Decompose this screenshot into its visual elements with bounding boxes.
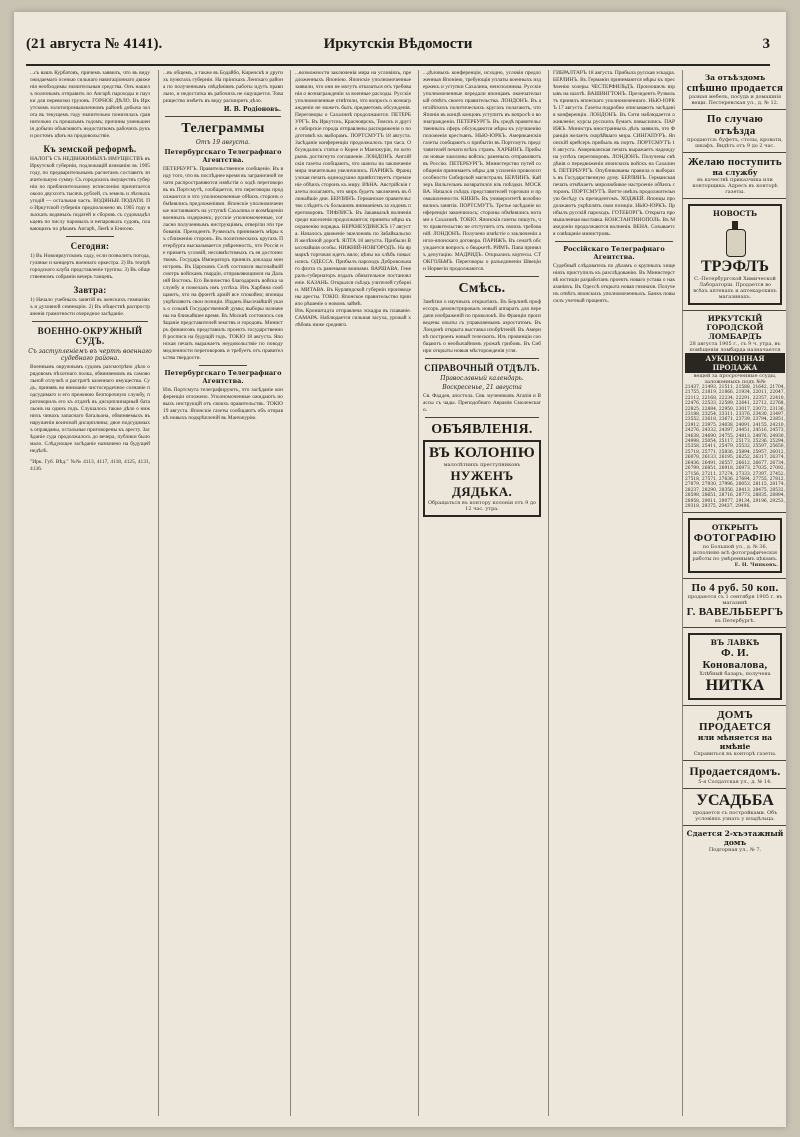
ad-photo-l2: ФОТОГРАФІЮ [693, 532, 777, 545]
ad-leaving-l1: По случаю отъѣзда [706, 113, 764, 137]
ad-house-sale [683, 706, 786, 761]
divider [199, 365, 247, 366]
section-today-text: 1) Въ Новоиркутскомъ саду, если позволитъ погода, гулянье и концертъ военнаго оркестра. 2) Въ театрѣ городского клуба представленіе труппы. 3) Въ общественномъ собраніи вечеръ танцевъ. [30, 253, 150, 280]
section-agency-title: Петербургскаго Телеграфнаго Агентства. [164, 369, 282, 385]
section-telegrams-text: ПЕТЕРБУРГЪ. Правительственное сообщеніе. Въ виду того, что въ послѣднее время въ заграничной печати распространяются извѣстія о ходѣ переговоровъ въ Портсмутѣ, сообщается, что переговоры продолжаются и что уполномоченные обѣихъ сторонъ обмѣнялись предложеніями. Японскіе уполномоченные настаиваютъ на уступкѣ Сахалина и возмѣщеніи военныхъ издержекъ; русскіе уполномоченные, согласно полученнымъ инструкціямъ, отвергли эти требованія. Президентъ Рузвельтъ принимаетъ мѣры къ сближенію сторонъ. Въ политическихъ кругахъ Петербурга высказывается увѣренность, что Россія не приметъ условій, несовмѣстимыхъ съ ея достоинствомъ. Государь Императоръ принялъ доклады министровъ. Въ Царскомъ Селѣ состоялся высочайшій смотръ войскамъ гвардіи, отправляющимся на Дальній Востокъ. Его Величество благодарилъ войска за службу и пожелалъ имъ успѣха. Изъ Харбина сообщаютъ, что на фронтѣ армій все спокойно; японцы укрѣпляютъ свои позиціи. Изданъ Высочайшій указъ о созывѣ Государственной думы; выборы назначены на ближайшее время. Въ Москвѣ состоялось совѣщаніе представителей земствъ и городовъ. Министръ финансовъ представилъ проектъ государственной росписи на будущій годъ. ТОКІО 18 августа. Японская печать выражаетъ неудовольствіе по поводу медленности переговоровъ и требуетъ отъ правительства твердости. [163, 166, 283, 361]
ad-pawnshop-l4: вещей за просроченные ссуды, заложенныхъ подъ №№ [693, 373, 777, 385]
section-military-court-text: Военнымъ окружнымъ судомъ разсмотрѣно дѣло о рядовомъ пѣхотнаго полка, обвиняемомъ въ самовольной отлучкѣ и растратѣ казеннаго имущества. Судъ, принявъ во вниманіе чистосердечное сознаніе подсудимаго и его прежнюю безпорочную службу, приговорилъ его къ отдачѣ въ дисциплинарный батальонъ на одинъ годъ. Слушалось также дѣло о нижнихъ чинахъ запаснаго батальона, обвиняемыхъ въ нарушеніи воинской дисциплины; двое подсудимыхъ оправданы, остальные приговорены къ аресту. Засѣданіе суда продолжалось до вечера, публики было мало. Слѣдующее засѣданіе назначено на будущей недѣлѣ. [30, 364, 150, 454]
section-military-court-subtitle: Съ заступленіемъ въ чертѣ военнаго судебнаго района. [28, 348, 152, 362]
issue-number: (21 августа № 4141). [26, 36, 163, 52]
column-3-text: ...возможности заключенія мира на условіяхъ, предложенныхъ Японіею. Японскіе уполномоченные заявили, что они не могутъ отказаться отъ требованія о вознагражденіи за военные расходы. Русскіе уполномоченные отвѣтили, что вопросъ о вознагражденіи не можетъ быть предметомъ обсужденія. Переговоры о Сахалинѣ продолжаются. ПЕТЕРБУРГЪ. Въ Иркутскъ, Красноярскъ, Томскъ и другіе сибирскіе города отправлены распоряженія о подготовкѣ къ выборамъ. ПОРТСМУТЪ 18 августа. Засѣданіе конференціи продолжалось три часа. Обсуждались статьи о Корее и Манчжуріи, по которымъ достигнуто соглашеніе. ЛОНДОНЪ. Англійскія газеты сообщаютъ, что шансы на заключеніе мира значительно увеличились. ПАРИЖЪ. Французская печать единодушно привѣтствуетъ стремленіе обѣихъ сторонъ къ миру. ВѢНА. Австрійскія газеты полагаютъ, что миръ будетъ заключенъ въ ближайшіе дни. БЕРЛИНЪ. Германское правительство слѣдитъ съ большимъ вниманіемъ за ходомъ переговоровъ. ТИФЛИСЪ. Въ Закавказьѣ волненія среди населенія продолжаются; приняты мѣры къ охраненію порядка. ВЕРХНЕУДИНСКЪ 17 августа. Началось движеніе эшелоновъ по Забайкальской желѣзной дорогѣ. ЯЛТА 18 августа. Прибыли Высочайшія особы. НИЖНІЙ-НОВГОРОДЪ. На ярмаркѣ торговля идетъ вяло; цѣны на хлѣбъ повысились. ОДЕССА. Прибылъ пароходъ Добровольнаго флота съ ранеными воинами. ВАРШАВА. Генералъ-губернаторъ издалъ обязательное постановленіе. КАЗАНЬ. Открылся съѣздъ учителей губерніи. МИТАВА. Въ Курляндской губерніи произведены аресты. ТОКІО. Японское правительство приняло рѣшеніе о новомъ займѣ. [295, 70, 411, 307]
column-2-lead-text: ...въ общемъ, а также въ Бодайбо, Киренскѣ и другихъ пунктахъ губерніи. На пріискахъ Ленскаго района по полученнымъ свѣдѣніямъ работы идутъ правильно, и недостатка въ рабочихъ не ощущается. Товарищество имѣетъ въ виду расширить дѣло. [163, 70, 283, 104]
ad-job-wanted [683, 153, 786, 199]
ads-column [682, 70, 786, 1116]
ad-vavelberg-l2: Г. ВАВЕЛЬБЕРГЪ [686, 606, 784, 619]
section-announcements-title: ОБЪЯВЛЕНІЯ. [431, 422, 533, 437]
ad-colony-text: Обращаться въ контору колоніи отъ 9 до 12 час. утра. [427, 500, 537, 512]
divider [32, 321, 148, 322]
bottle-icon [724, 221, 746, 255]
page-header [26, 30, 770, 66]
ad-pawnshop-numbers: 21437, 21493, 21511, 21588, 21642, 21704, 21755, 21819, 21866, 21934, 22011, 22047, 22112, 22168, 22234, 22291, 22357, 22410, 22476, 22533, 22589, 22641, 22712, 22768, 22825, 22884, 22950, 23017, 23072, 23136, 23188, 23254, 23311, 23376, 23430, 23497, 23552, 23618, 23671, 23739, 23794, 23851, 23912, 23975, 24038, 24091, 24155, 24210, 24276, 24332, 24397, 24451, 24516, 24573, 24638, 24690, 24755, 24813, 24876, 24930, 24998, 25054, 25117, 25173, 25236, 25294, 25358, 25411, 25479, 25532, 25597, 25650, 25718, 25771, 25836, 25894, 25957, 26012, 26078, 26133, 26195, 26252, 26317, 26374, 26436, 26491, 26557, 26612, 26677, 26734, 26799, 26851, 26918, 26973, 27035, 27092, 27156, 27211, 27274, 27333, 27397, 27452, 27518, 27571, 27636, 27694, 27755, 27812, 27879, 27930, 27996, 28053, 28115, 28174, 28237, 28290, 28356, 28413, 28475, 28532, 28598, 28651, 28716, 28773, 28835, 28894, 28958, 29011, 29077, 29134, 29196, 29253, 29318, 29375, 29437, 29496. [685, 385, 785, 509]
section-misc-title: Смѣсь. [458, 281, 506, 296]
ad-departure-sale-l2: спѣшно продается [686, 82, 784, 94]
divider [66, 236, 114, 237]
column-3 [290, 70, 415, 1116]
ad-colony-need: НУЖЕНЪ ДЯДЬКА. [450, 468, 514, 499]
ad-photo-l3: по Большой ул., д. № 36, исполняю всѣ фотографическія работы по умѣреннымъ цѣнамъ. [692, 544, 778, 563]
section-telegrams-agency: Петербургскаго Телеграфнаго Агентства. [164, 148, 282, 164]
section-calendar-text: Св. Фаддея, апостола. Свв. мучениковъ Агапія и Вассы съ чады. Преподобнаго Аврамія Смоленскаго. [423, 393, 541, 413]
ad-departure-sale-l1: За отъѣздомъ [704, 73, 766, 82]
ad-departure-sale-l3: разная мебель, посуда и домашнія вещи. Пестеревская ул., д. № 12. [688, 94, 782, 106]
ad-photo-box [688, 518, 782, 573]
section-military-court-title: ВОЕННО-ОКРУЖНЫЙ СУДЪ. [37, 326, 143, 346]
footer-note: "Ирк. Губ. Вѣд." №№ 4113, 4117, 4118, 4125, 4131, 4136. [30, 459, 150, 472]
ad-house-l1: Продаетсядомъ. [689, 764, 781, 779]
ad-job-wanted-l1: Желаю поступить [688, 156, 782, 168]
ad-pawnshop-l3: 28 августа 1905 г., съ 9 ч. утра, въ помѣщеніи ломбарда назначается [689, 341, 781, 353]
ad-house-sale-l3: Справиться въ конторѣ газеты. [693, 751, 777, 758]
ad-pawnshop [683, 311, 786, 513]
section-tomorrow-text: 1) Начало учебныхъ занятій въ женскихъ гимназіяхъ и духовной семинаріи. 2) Въ обществѣ распространенія грамотности очередное засѣданіе. [30, 297, 150, 317]
ad-konovalov [683, 628, 786, 706]
ad-job-wanted-l3: въ качествѣ приказчика или конторщика. Адресъ въ конторѣ газеты. [692, 177, 778, 195]
ad-trefl-brand: ТРЭФЛЪ [700, 258, 770, 275]
ad-photo [683, 513, 786, 579]
section-tomorrow-title: Завтра: [73, 285, 107, 295]
ad-konovalov-l2: Ф. И. Коновалова, [702, 647, 768, 672]
ad-konovalov-box [688, 633, 782, 700]
article-signature: И. В. Родіоновъ. [223, 106, 281, 113]
divider [555, 241, 673, 242]
newspaper-title: Иркутскія Вѣдомости [323, 36, 473, 52]
ad-colony-subline: малолѣтнихъ преступниковъ [443, 462, 521, 468]
ad-colony [423, 440, 541, 517]
ad-house [683, 761, 786, 789]
section-misc-text: Замѣтки о научныхъ открытіяхъ. Въ Берлинѣ профессоръ демонстрировалъ новый аппаратъ для передачи изображеній по проволокѣ. Во Франціи произведены опыты съ управляемымъ аэростатомъ. Въ Лондонѣ открыта выставка изобрѣтеній. Въ Америкѣ построенъ новый телескопъ. Изъ провинціи сообщаютъ о необычайномъ урожаѣ грибовъ. Въ Сибири открыты новыя мѣсторожденія угля. [423, 299, 541, 354]
column-5-text: ГИБРАЛТАРЪ 18 августа. Прибыла русская эскадра. БЕРЛИНЪ. Въ Германіи принимаются мѣры къ пресѣченію холеры. ЧЕСТЕРФИЛЬДЪ. Произошелъ взрывъ на шахтѣ. ВАШИНГТОНЪ. Президентъ Рузвельтъ принялъ японскаго уполномоченнаго. НЬЮ-ІОРКЪ 17 августа. Газеты подробно описываютъ засѣданія конференціи. ЛОНДОНЪ. Въ Сити наблюдается оживленіе; курсы русскихъ бумагъ повысились. ПАРИЖЪ. Министръ иностранныхъ дѣлъ заявилъ, что Франція желаетъ скорѣйшаго мира. СИНГАПУРЪ. Японскій крейсеръ прибылъ въ портъ. ПОРТСМУТЪ 18 августа. Американская печать выражаетъ надежду на успѣхъ переговоровъ. ЛОНДОНЪ. Получены свѣдѣнія о передвиженіи японскихъ войскъ на Сахалинѣ. ПЕТЕРБУРГЪ. Опубликованы правила о выборахъ въ Государственную думу. БЕРЛИНЪ. Германская печать отмѣчаетъ миролюбивое настроеніе обѣихъ сторонъ. ПОРТСМУТЪ. Витте имѣлъ продолжительную бесѣду съ президентомъ. ХОДЖЕЙ. Японцы продолжаютъ укрѣплять свои позиціи. НЬЮ-ІОРКЪ. Прибылъ русскій пароходъ. ГОТЕБОРГЪ. Открыта промышленная выставка. КОНСТАНТИНОПОЛЬ. Въ Македоніи продолжаются волненія. ВЕНА. Созывается совѣщаніе министровъ. [553, 70, 675, 237]
ad-vavelberg-l3: продаются съ 1 сентября 1905 г. въ магазинѣ [687, 594, 783, 607]
ad-house-sale-l1: ДОМЪ ПРОДАЕТСЯ [699, 709, 771, 734]
column-4 [418, 70, 545, 1116]
ad-trefl-l1: НОВОСТЬ [712, 209, 758, 218]
section-calendar-title: Православный календарь. [440, 375, 524, 382]
divider [425, 358, 539, 359]
divider [425, 417, 539, 418]
ad-trefl-box [688, 204, 782, 305]
ad-leaving [683, 110, 786, 153]
ad-estate-l1: УСАДЬБА [696, 792, 774, 810]
section-agency-text: Изъ Портсмута телеграфируютъ, что засѣданіе конференціи отложено. Уполномоченные ожидаютъ новыхъ инструкцій отъ своихъ правительствъ. ТОКІО 19 августа. Японскіе газеты сообщаютъ объ отправкѣ новыхъ подкрѣпленій въ Манчжурію. [163, 387, 283, 421]
ad-estate [683, 789, 786, 826]
ad-photo-l1: ОТКРЫТЪ [711, 523, 759, 533]
column-3-text-continued: Изъ Кронштадта отправлена эскадра въ плаваніе. САМАРА. Наблюдается сильная засуха, урожай хлѣбовъ ниже средняго. [295, 308, 411, 328]
ad-vavelberg [683, 579, 786, 628]
ad-colony-headline: ВЪ КОЛОНІЮ [428, 445, 536, 461]
column-1-lead-text: ...съ вашъ Курбатовъ, причемъ заявилъ, что въ виду ожидаемаго осенью сильнаго навигаціоннаго движенія необходимы значительныя средства. Онъ нашелъ полезнымъ отправить по Ангарѣ пароходы и паузки для перевозки грузовъ. ГОРНОЕ ДѢЛО. Въ Иркутскомъ золотопромышленномъ районѣ добыча золота въ текущемъ году значительно понизилась сравнительно съ прошлымъ годомъ; причины уменьшенія добычи объясняютъ недостаткомъ рабочихъ рукъ и ростомъ цѣнъ на продовольствіе. [30, 70, 150, 139]
section-reference-title: СПРАВОЧНЫЙ ОТДѢЛЪ. [424, 363, 540, 373]
columns [26, 70, 786, 1120]
ad-pawnshop-l2: ГОРОДСКОЙ ЛОМБАРДЪ [706, 323, 764, 341]
ad-departure-sale [683, 70, 786, 110]
ad-leaving-l3: продаются: буфетъ, столы, кровати, шкафъ. Видѣть отъ 9 до 2 час. [687, 137, 783, 149]
section-russian-agency-text: Судебный слѣдователь по дѣламъ о крупныхъ хищеніяхъ приступилъ къ разслѣдованію. Въ Министерствѣ юстиціи разработанъ проектъ новаго устава о наказаніяхъ. Въ Одессѣ открыта новая гимназія. Полученъ отвѣтъ японскихъ уполномоченныхъ. Банкъ повысилъ учетный процентъ. [553, 263, 675, 304]
ad-vavelberg-l1: По 4 руб. 50 коп. [691, 582, 779, 595]
section-telegrams-date: Отъ 19 августа. [195, 139, 251, 146]
ad-pawnshop-auction: АУКЦІОННАЯ ПРОДАЖА [685, 353, 785, 373]
ad-rent [683, 826, 786, 856]
ad-house-l3: 5-я Солдатская ул., д. № 14. [698, 779, 772, 786]
divider [165, 116, 281, 117]
section-russian-agency-title: Россійскаго Телеграфнаго Агентства. [563, 245, 665, 261]
page-number: 3 [762, 36, 770, 52]
ad-konovalov-l1: ВЪ ЛАВКѢ [710, 638, 760, 648]
ad-vavelberg-l4: въ Петербургѣ. [714, 618, 756, 625]
ad-pawnshop-l1: ИРКУТСКІЙ [707, 314, 763, 323]
ad-house-sale-l2: или мѣняется на имѣніе [697, 733, 773, 752]
column-5 [548, 70, 679, 1116]
ad-rent-l3: Подгорная ул., № 7. [708, 847, 762, 854]
column-1 [26, 70, 154, 1116]
ad-job-wanted-l2: на службу [712, 168, 758, 177]
ad-photo-sign: Е. Н. Чипковъ. [734, 562, 778, 569]
divider [425, 276, 539, 277]
section-today-title: Сегодня: [70, 241, 110, 251]
ad-trefl [683, 199, 786, 311]
section-telegrams-title: Телеграммы [181, 121, 265, 136]
column-4-text: ...дѣловыхъ конференціи, исходно, условія предложенныя Японіею, требующія уплаты военныхъ издержекъ и уступки Сахалина, неисполнимы. Русскіе уполномоченные передали японцамъ окончательный отвѣтъ своего правительства. ЛОНДОНЪ. Въ англійскихъ политическихъ кругахъ полагаютъ, что Японія въ концѣ концовъ уступитъ въ вопросѣ о вознагражденіи. ПЕТЕРБУРГЪ. Въ средѣ правительственныхъ сферъ обсуждаются мѣры къ улучшенію положенія крестьянъ. НЬЮ-ІОРКЪ. Американскія газеты сообщаютъ о прибытіи въ Портсмутъ представителей печати всѣхъ странъ. ХАРБИНЪ. Прибыли новые эшелоны войскъ; раненыхъ отправляютъ въ Россію. ПЕТЕРБУРГЪ. Министерство путей сообщенія принимаетъ мѣры для усиленія провозоспособности Сибирской магистрали. БЕРЛИНЪ. Кайзеръ Вильгельмъ возвратился изъ поѣздки. МОСКВА. Начался съѣздъ представителей торговли и промышленности. КИЕВЪ. Въ университетѣ возобновились занятія. ПОРТСМУТЪ. Третье засѣданіе конференціи закончилось; стороны обмѣнялись нотами о Сахалинѣ. ТОКІО. Японскія газеты пишутъ, что правительство не отступитъ отъ своихъ требованій. ЛОНДОНЪ. Получено извѣстіе о заключеніи англо-японскаго договора. ПАРИЖЪ. Въ сенатѣ обсуждается вопросъ о бюджетѣ. РИМЪ. Папа принялъ депутацію. МАДРИДЪ. Открылись кортесы. СТОКГОЛЬМЪ. Переговоры о разъединеніи Швеціи и Норвегіи продолжаются. [423, 70, 541, 272]
ad-estate-l3: продается съ постройками. Объ условіяхъ узнать у владѣльца. [692, 810, 778, 823]
ad-konovalov-l4: НИТКА [705, 677, 765, 695]
section-calendar-date: Воскресенье, 21 августа [442, 384, 522, 391]
section-zemstvo-reform-title: Къ земской реформѣ. [43, 144, 137, 154]
ad-konovalov-l3: Хлѣбный базаръ, получена [699, 671, 771, 678]
newspaper-page [14, 12, 786, 1127]
section-zemstvo-reform-text: НАЛОГЪ СЪ НЕДВИЖИМЫХЪ ИМУЩЕСТВЪ въ Иркутской губерніи, подлежащій взиманію въ 1905 году, по предварительнымъ расчетамъ составитъ значительную сумму. Съ городскихъ имуществъ губерніи по приблизительному исчисленію причитается около двухсотъ тысячъ рублей, съ земель и лѣсныхъ угодій — остальная часть. ВОДЯНЫЕ ПОДАТИ. По Иркутской губерніи предположено въ 1905 году взыскать водяныхъ податей и сборовъ съ судовладѣльцевъ по числу паровыхъ и непаровыхъ судовъ, плавающихъ по рѣкамъ Ангарѣ, Ленѣ и Енисею. [30, 156, 150, 232]
column-2 [158, 70, 287, 1116]
ad-rent-l1: Сдается 2-хъэтажный домъ [686, 829, 784, 848]
ad-trefl-l3: С.-Петербургской Химической Лабораторіи. Продается во всѣхъ аптекахъ и аптекарскихъ магазинахъ. [693, 276, 777, 300]
